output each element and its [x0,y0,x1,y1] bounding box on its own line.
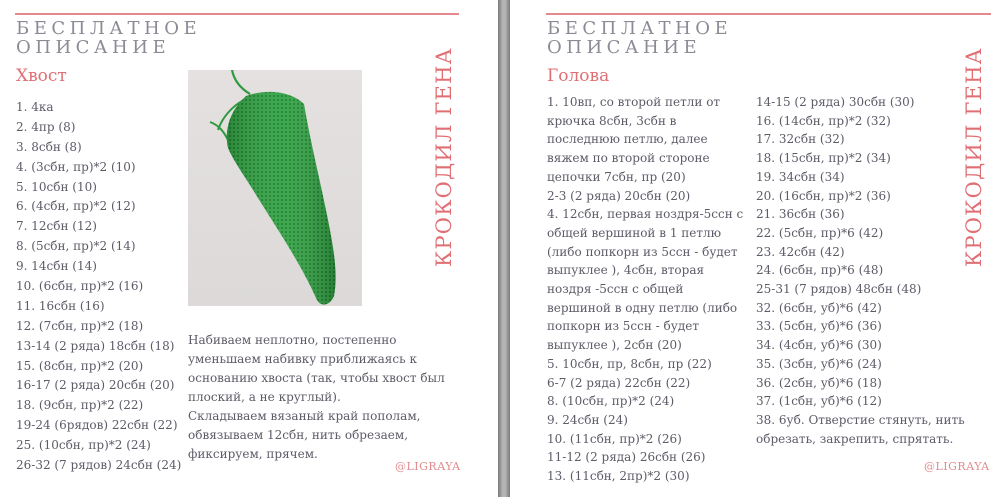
list-item: 3. 8сбн (8) [16,139,82,154]
list-item: 5. 10сбн, пр, 8сбн, пр (22) [547,356,712,371]
header-line-1: БЕСПЛАТНОЕ [16,18,202,39]
list-item: 9. 14сбн (14) [16,259,97,274]
list-item: 10. (6сбн, пр)*2 (16) [16,279,144,294]
list-item: 13. (11сбн, 2пр)*2 (30) [547,469,690,484]
section-title: Хвост [16,66,67,86]
list-item: 10. (11сбн, пр)*2 (26) [547,431,682,446]
list-item: 19. 34сбн (34) [756,169,845,184]
list-item: 9. 24сбн (24) [547,412,628,427]
list-item: 32. (6сбн, уб)*6 (42) [756,300,882,315]
head-rows-column-1 [547,93,747,486]
list-item: 36. (2сбн, уб)*6 (18) [756,375,882,390]
header-line-2: ОПИСАНИЕ [16,37,171,58]
list-item: 24. (6сбн, пр)*6 (48) [756,263,884,278]
list-item: 5. 10сбн (10) [16,179,97,194]
book-gutter [498,0,510,497]
list-item: 17. 32сбн (32) [756,132,845,147]
list-item: 20. (16сбн, пр)*2 (36) [756,188,891,203]
list-item: 16. (14сбн, пр)*2 (32) [756,113,891,128]
list-item: 15. (8сбн, пр)*2 (20) [16,358,144,373]
crocheted-tail-photo [188,70,362,306]
list-item: 1. 4ка [16,100,54,114]
paragraph-finishing: Складываем вязаный край пополам, обвязываем 12сбн, нить обрезаем, фиксируем, прячем. [188,409,421,461]
list-item: 12. (7сбн, пр)*2 (18) [16,318,144,333]
head-rows-column-2 [756,93,978,448]
list-item: 8. (10сбн, пр)*2 (24) [547,394,675,409]
list-item: 7. 12сбн (12) [16,219,97,234]
list-item: 38. 6уб. Отверстие стянуть, нить обрезать, закрепить, спрятать. [756,412,965,446]
list-item: 1. 10вп, со второй петли от крючка 8сбн, 3сбн в последнюю петлю, далее вяжем по второй стороне цепочки 7сбн, пр (20) [547,95,721,184]
list-item: 16-17 (2 ряда) 20сбн (20) [16,378,175,393]
list-item: 25-31 (7 рядов) 48сбн (48) [756,282,922,297]
watermark: @LIGRAYA [395,460,461,473]
list-item: 8. (5сбн, пр)*2 (14) [16,239,136,254]
list-item: 2. 4пр (8) [16,119,76,134]
list-item: 23. 42сбн (42) [756,244,845,259]
list-item: 34. (4сбн, уб)*6 (30) [756,338,882,353]
list-item: 6-7 (2 ряда) 22сбн (22) [547,375,691,390]
list-item: 25. (10сбн, пр)*2 (24) [16,438,151,453]
left-page [0,0,498,497]
list-item: 19-24 (6рядов) 22сбн (22) [16,418,178,433]
watermark: @LIGRAYA [924,460,990,473]
page-header [547,19,732,57]
list-item: 18. (15сбн, пр)*2 (34) [756,151,891,166]
list-item: 33. (5сбн, уб)*6 (36) [756,319,882,334]
page-header [16,19,201,57]
tail-rows-list [16,98,186,476]
tail-instructions [188,331,456,464]
right-page [510,0,1007,497]
header-line-1: БЕСПЛАТНОЕ [547,18,733,39]
list-item: 37. (1сбн, уб)*6 (12) [756,394,882,409]
list-item: 11-12 (2 ряда) 26сбн (26) [547,450,706,465]
header-line-2: ОПИСАНИЕ [547,37,702,58]
top-divider [546,13,991,15]
list-item: 4. 12сбн, первая ноздря-5ссн с общей вершиной в 1 петлю (либо попкорн из 5ссн - будет выпуклее ), 4сбн, вторая ноздря -5ссн с общей вершиной в одну петлю (либо попкорн из 5ссн - будет выпуклее ), 2сбн (20) [547,207,744,353]
list-item: 26-32 (7 рядов) 24сбн (24) [16,458,182,473]
list-item: 21. 36сбн (36) [756,207,845,222]
vertical-title: КРОКОДИЛ ГЕНА [432,47,456,267]
list-item: 14-15 (2 ряда) 30сбн (30) [756,95,915,109]
list-item: 4. (3сбн, пр)*2 (10) [16,159,136,174]
top-divider [15,13,459,15]
paragraph-stuffing: Набиваем неплотно, постепенно уменьшаем набивку приближаясь к основанию хвоста (так, чтобы хвост был плоский, а не круглый). [188,333,445,404]
list-item: 2-3 (2 ряда) 20сбн (20) [547,188,691,203]
list-item: 11. 16сбн (16) [16,298,105,313]
list-item: 6. (4сбн, пр)*2 (12) [16,199,136,214]
list-item: 22. (5сбн, пр)*6 (42) [756,225,884,240]
vertical-title: КРОКОДИЛ ГЕНА [962,47,986,267]
list-item: 35. (3сбн, уб)*6 (24) [756,356,882,371]
list-item: 13-14 (2 ряда) 18сбн (18) [16,338,175,353]
list-item: 18. (9сбн, пр)*2 (22) [16,398,144,413]
section-title: Голова [547,66,610,86]
